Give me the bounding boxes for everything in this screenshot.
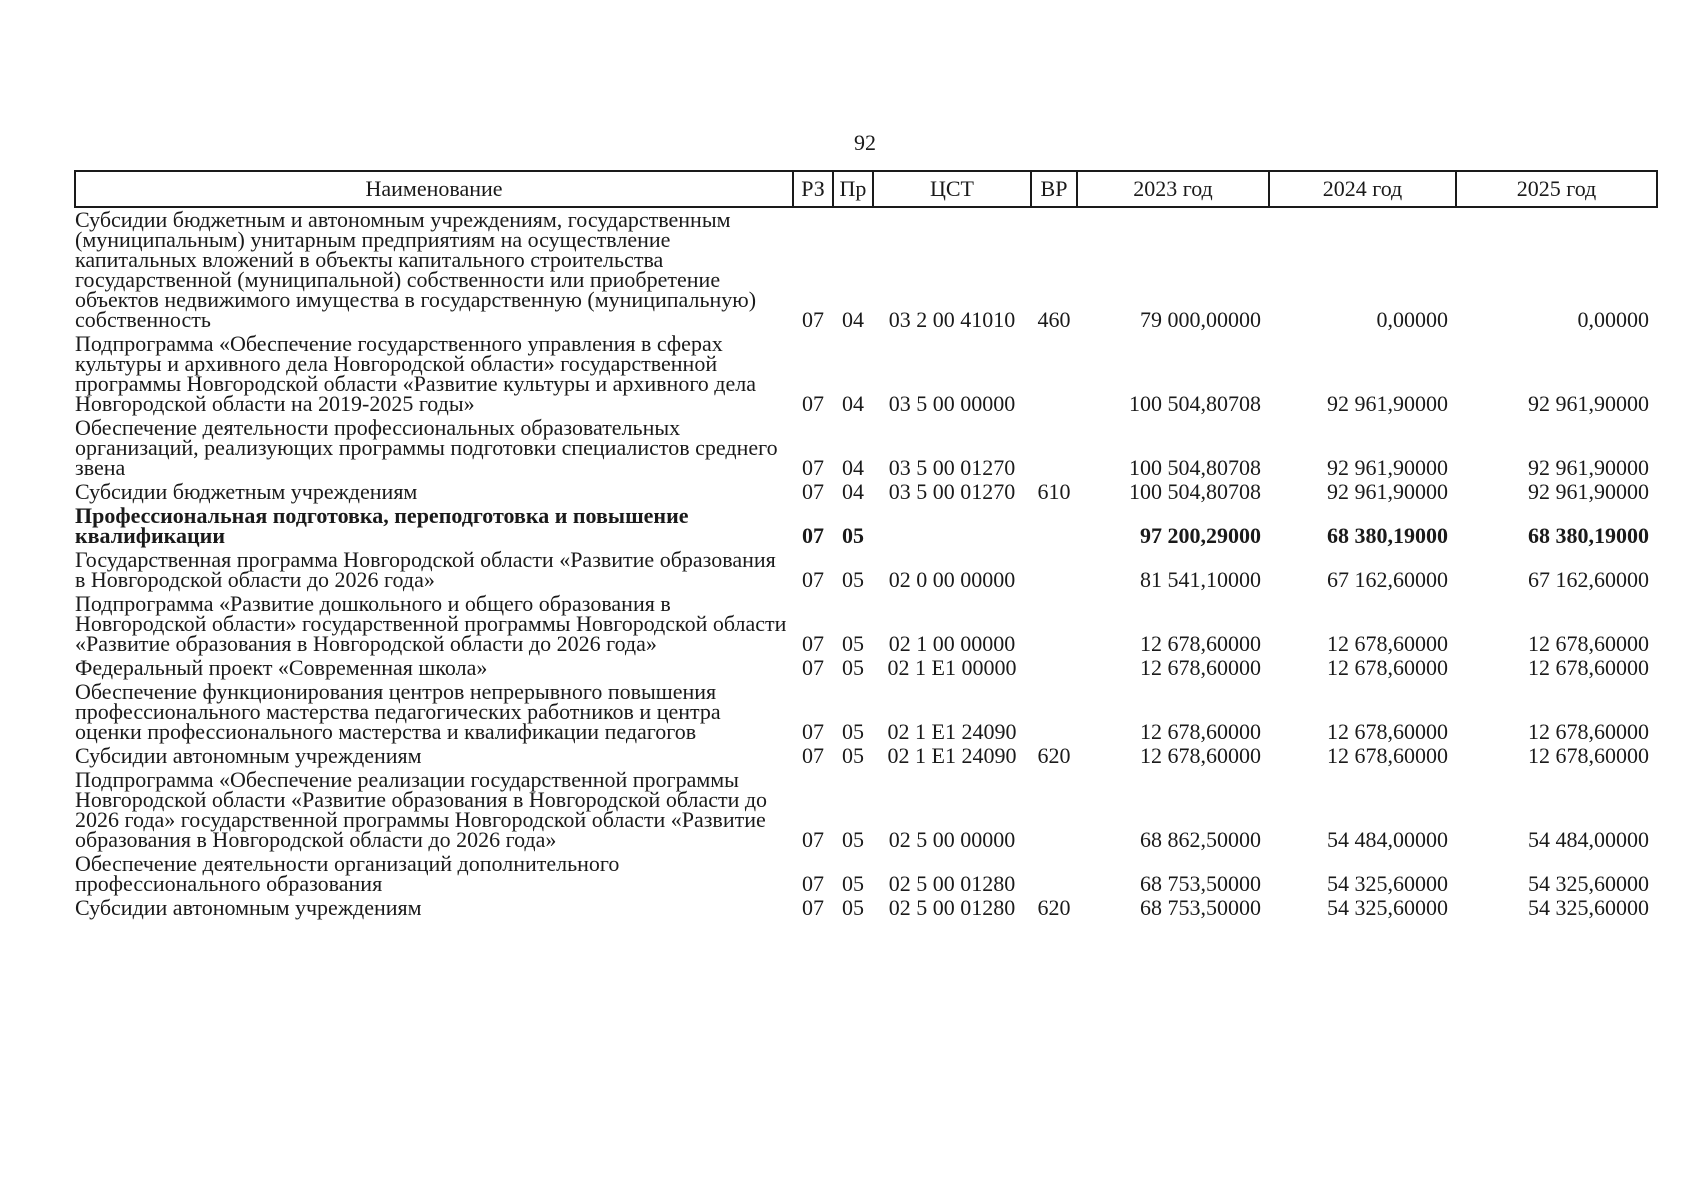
row-cst: 02 5 00 01280 — [888, 895, 1016, 920]
row-amount-2023: 68 753,50000 — [1140, 871, 1261, 896]
row-amount-2024: 54 484,00000 — [1327, 827, 1448, 852]
row-name: Субсидии автономным учреждениям — [75, 743, 422, 768]
row-pr: 05 — [842, 743, 864, 768]
row-amount-2025: 0,00000 — [1577, 307, 1649, 332]
row-name: Обеспечение функционирования центров непрерывного повышения профессионального мастерства педагогических работников и центра оценки профессионального мастерства и квалификации педагогов — [75, 679, 721, 744]
row-vr — [1031, 548, 1077, 592]
row-cst: 03 5 00 01270 — [888, 455, 1016, 480]
row-amount-2023: 79 000,00000 — [1140, 307, 1261, 332]
row-amount-2024: 12 678,60000 — [1327, 743, 1448, 768]
row-rz: 07 — [802, 827, 824, 852]
row-name: Подпрограмма «Развитие дошкольного и общего образования в Новгородской области» государственной программы Новгородской области «Развитие образования в Новгородской области до 2026 года» — [75, 591, 787, 656]
row-amount-2025: 12 678,60000 — [1528, 655, 1649, 680]
row-cst: 02 5 00 01280 — [888, 871, 1016, 896]
row-vr — [1031, 592, 1077, 656]
row-name: Обеспечение деятельности профессиональных образовательных организаций, реализующих программы подготовки специалистов среднего звена — [75, 415, 778, 480]
column-header-cst: ЦСТ — [873, 171, 1031, 207]
table-row — [75, 656, 1657, 680]
row-vr: 620 — [1037, 895, 1071, 920]
table-row — [75, 548, 1657, 592]
row-pr: 04 — [842, 455, 864, 480]
row-amount-2024: 92 961,90000 — [1327, 391, 1448, 416]
page-number: 92 — [854, 130, 876, 155]
row-amount-2024: 92 961,90000 — [1327, 479, 1448, 504]
row-vr: 620 — [1037, 743, 1071, 768]
row-rz: 07 — [802, 307, 824, 332]
table-row — [75, 480, 1657, 504]
row-amount-2025: 92 961,90000 — [1528, 455, 1649, 480]
row-name: Федеральный проект «Современная школа» — [75, 655, 488, 680]
column-header-rz: РЗ — [793, 171, 833, 207]
table-row — [75, 416, 1657, 480]
row-amount-2025: 67 162,60000 — [1528, 567, 1649, 592]
row-cst: 02 5 00 00000 — [888, 827, 1016, 852]
row-rz: 07 — [802, 455, 824, 480]
row-pr: 05 — [842, 655, 864, 680]
row-amount-2024: 67 162,60000 — [1327, 567, 1448, 592]
table-row — [75, 592, 1657, 656]
column-header-2023: 2023 год — [1077, 171, 1269, 207]
column-header-2025: 2025 год — [1456, 171, 1657, 207]
row-rz: 07 — [802, 655, 824, 680]
row-pr: 05 — [842, 827, 864, 852]
table-row — [75, 852, 1657, 896]
row-amount-2023: 68 862,50000 — [1140, 827, 1261, 852]
row-vr — [1031, 416, 1077, 480]
row-pr: 05 — [842, 871, 864, 896]
row-cst: 02 0 00 00000 — [888, 567, 1016, 592]
row-cst: 02 1 E1 00000 — [887, 655, 1017, 680]
row-amount-2023: 100 504,80708 — [1129, 479, 1261, 504]
row-amount-2025: 54 325,60000 — [1528, 871, 1649, 896]
row-cst: 02 1 E1 24090 — [887, 719, 1017, 744]
row-pr: 05 — [842, 523, 864, 548]
row-name: Профессиональная подготовка, переподготовка и повышение квалификации — [75, 503, 689, 548]
table-row — [75, 680, 1657, 744]
row-amount-2024: 54 325,60000 — [1327, 895, 1448, 920]
table-row — [75, 332, 1657, 416]
row-amount-2025: 54 325,60000 — [1528, 895, 1649, 920]
row-amount-2023: 12 678,60000 — [1140, 631, 1261, 656]
row-amount-2023: 68 753,50000 — [1140, 895, 1261, 920]
row-cst — [873, 504, 1031, 548]
row-cst: 02 1 00 00000 — [888, 631, 1016, 656]
row-rz: 07 — [802, 631, 824, 656]
row-vr — [1031, 768, 1077, 852]
row-amount-2023: 97 200,29000 — [1140, 523, 1261, 548]
row-amount-2025: 12 678,60000 — [1528, 631, 1649, 656]
row-amount-2024: 12 678,60000 — [1327, 655, 1448, 680]
row-amount-2023: 100 504,80708 — [1129, 455, 1261, 480]
row-cst: 03 2 00 41010 — [888, 307, 1016, 332]
budget-table — [74, 170, 1658, 920]
row-name: Государственная программа Новгородской области «Развитие образования в Новгородской области до 2026 года» — [75, 547, 776, 592]
row-amount-2025: 12 678,60000 — [1528, 719, 1649, 744]
row-name: Субсидии бюджетным учреждениям — [75, 479, 418, 504]
row-amount-2023: 12 678,60000 — [1140, 655, 1261, 680]
row-vr: 460 — [1037, 307, 1071, 332]
row-pr: 04 — [842, 391, 864, 416]
row-amount-2024: 68 380,19000 — [1327, 523, 1448, 548]
table-row — [75, 896, 1657, 920]
row-name: Подпрограмма «Обеспечение реализации государственной программы Новгородской области «Развитие образования в Новгородской области до 2026 года» государственной программы Новгородской области «Развитие образования в Новгородской области до 2026 года» — [75, 767, 768, 852]
column-header-2024: 2024 год — [1269, 171, 1456, 207]
row-amount-2024: 92 961,90000 — [1327, 455, 1448, 480]
row-rz: 07 — [802, 391, 824, 416]
row-vr — [1031, 656, 1077, 680]
row-rz: 07 — [802, 743, 824, 768]
row-amount-2023: 100 504,80708 — [1129, 391, 1261, 416]
row-rz: 07 — [802, 523, 824, 548]
row-name: Субсидии автономным учреждениям — [75, 895, 422, 920]
row-amount-2025: 54 484,00000 — [1528, 827, 1649, 852]
row-amount-2025: 92 961,90000 — [1528, 479, 1649, 504]
row-vr — [1031, 332, 1077, 416]
row-name: Обеспечение деятельности организаций дополнительного профессионального образования — [75, 851, 620, 896]
row-vr: 610 — [1037, 479, 1071, 504]
row-vr — [1031, 852, 1077, 896]
row-pr: 05 — [842, 567, 864, 592]
row-amount-2025: 12 678,60000 — [1528, 743, 1649, 768]
row-rz: 07 — [802, 479, 824, 504]
row-amount-2023: 12 678,60000 — [1140, 719, 1261, 744]
row-pr: 05 — [842, 631, 864, 656]
row-amount-2024: 12 678,60000 — [1327, 719, 1448, 744]
row-pr: 05 — [842, 895, 864, 920]
row-rz: 07 — [802, 871, 824, 896]
row-cst: 03 5 00 00000 — [888, 391, 1016, 416]
row-rz: 07 — [802, 895, 824, 920]
row-name: Подпрограмма «Обеспечение государственного управления в сферах культуры и архивного дела Новгородской области» государственной программы Новгородской области «Развитие культуры и архивного дела Новгородской области на 2019-2025 годы» — [75, 331, 756, 416]
row-pr: 04 — [842, 307, 864, 332]
table-row — [75, 207, 1657, 332]
row-amount-2025: 68 380,19000 — [1528, 523, 1649, 548]
row-cst: 02 1 E1 24090 — [887, 743, 1017, 768]
table-header-row — [75, 171, 1657, 207]
row-name: Субсидии бюджетным и автономным учреждениям, государственным (муниципальным) унитарным предприятиям на осуществление капитальных вложений в объекты капитального строительства государственной (муниципальной) собственности или приобретение объектов недвижимого имущества в государственную (муниципальную) собственность — [75, 207, 757, 332]
row-vr — [1031, 680, 1077, 744]
table-body — [75, 207, 1657, 920]
column-header-vr: ВР — [1031, 171, 1077, 207]
table-row — [75, 768, 1657, 852]
table-row — [75, 744, 1657, 768]
row-rz: 07 — [802, 567, 824, 592]
row-amount-2025: 92 961,90000 — [1528, 391, 1649, 416]
row-pr: 04 — [842, 479, 864, 504]
row-vr — [1031, 504, 1077, 548]
row-amount-2024: 54 325,60000 — [1327, 871, 1448, 896]
row-amount-2023: 12 678,60000 — [1140, 743, 1261, 768]
row-rz: 07 — [802, 719, 824, 744]
table-row — [75, 504, 1657, 548]
row-cst: 03 5 00 01270 — [888, 479, 1016, 504]
row-amount-2023: 81 541,10000 — [1140, 567, 1261, 592]
row-amount-2024: 0,00000 — [1376, 307, 1448, 332]
row-amount-2024: 12 678,60000 — [1327, 631, 1448, 656]
column-header-pr: Пр — [833, 171, 873, 207]
row-pr: 05 — [842, 719, 864, 744]
column-header-name: Наименование — [75, 171, 793, 207]
